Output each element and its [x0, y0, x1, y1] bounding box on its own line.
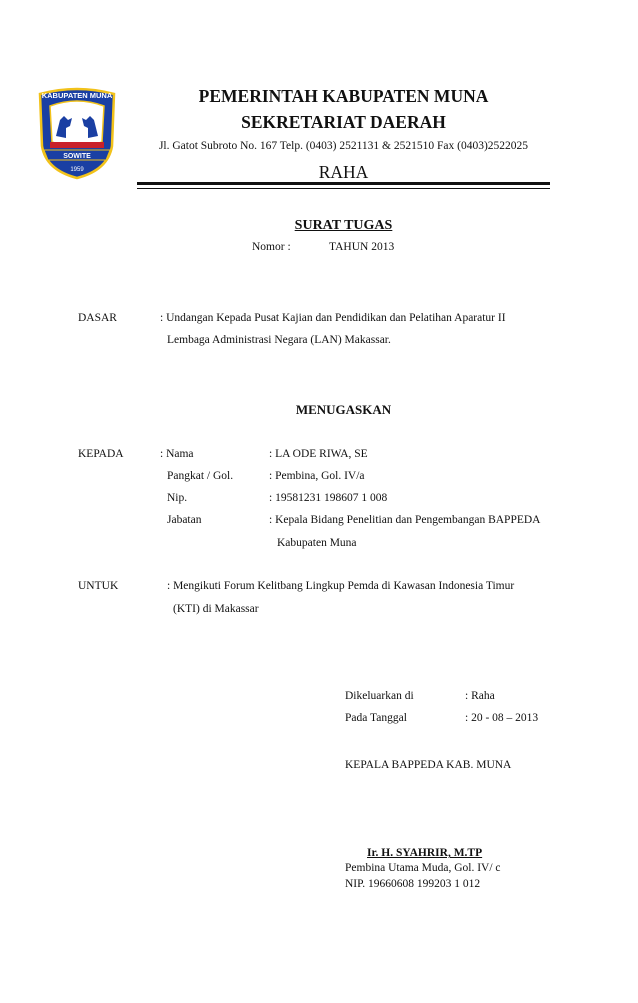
untuk-label: UNTUK	[78, 580, 119, 592]
signatory-name: Ir. H. SYAHRIR, M.TP	[367, 847, 483, 859]
kepada-nama-value: : LA ODE RIWA, SE	[269, 448, 368, 460]
issued-place-label: Dikeluarkan di	[345, 690, 414, 702]
kepada-jabatan-cont: Kabupaten Muna	[277, 537, 357, 549]
issued-date-value: : 20 - 08 – 2013	[465, 712, 539, 724]
issued-date-label: Pada Tanggal	[345, 712, 407, 724]
dasar-text-line2: Lembaga Administrasi Negara (LAN) Makassar.	[167, 334, 391, 346]
kepada-nip-value: : 19581231 198607 1 008	[269, 492, 388, 504]
document-title: SURAT TUGAS	[294, 218, 393, 233]
dasar-text-line1: : Undangan Kepada Pusat Kajian dan Pendidikan dan Pelatihan Aparatur II	[160, 312, 506, 324]
letterhead-address: Jl. Gatot Subroto No. 167 Telp. (0403) 2521131 & 2521510 Fax (0403)2522025	[158, 140, 529, 152]
letterhead-rule-thin	[137, 188, 550, 189]
kepada-pangkat-value: : Pembina, Gol. IV/a	[269, 470, 365, 482]
kepada-pangkat-label: Pangkat / Gol.	[167, 470, 234, 482]
kepada-nip-label: Nip.	[167, 492, 188, 504]
letterhead-rule-thick	[137, 182, 550, 185]
kepada-label: KEPADA	[78, 448, 124, 460]
emblem-year-text: 1959	[70, 167, 84, 173]
kepada-nama-label: : Nama	[160, 448, 194, 460]
kabupaten-muna-emblem	[36, 86, 118, 180]
letterhead-secretariat: SEKRETARIAT DAERAH	[241, 112, 446, 132]
emblem-red-band	[50, 142, 104, 148]
emblem-inner-arch	[50, 101, 104, 147]
signatory-rank: Pembina Utama Muda, Gol. IV/ c	[345, 862, 501, 874]
emblem-top-text: KABUPATEN MUNA	[41, 91, 113, 100]
signatory-nip: NIP. 19660608 199203 1 012	[345, 878, 481, 890]
nomor-value: TAHUN 2013	[329, 241, 395, 253]
letterhead-city: RAHA	[318, 162, 369, 182]
dasar-label: DASAR	[78, 312, 117, 324]
emblem-banner-text: SOWITE	[63, 153, 91, 160]
issued-place-value: : Raha	[465, 690, 495, 702]
untuk-text-line1: : Mengikuti Forum Kelitbang Lingkup Pemda di Kawasan Indonesia Timur	[167, 580, 515, 592]
untuk-text-line2: (KTI) di Makassar	[173, 603, 259, 615]
menugaskan-heading: MENUGASKAN	[295, 402, 392, 417]
signatory-office: KEPALA BAPPEDA KAB. MUNA	[345, 759, 512, 771]
kepada-jabatan-value: : Kepala Bidang Penelitian dan Pengembangan BAPPEDA	[269, 514, 541, 526]
nomor-label: Nomor :	[252, 241, 291, 253]
letterhead-government: PEMERINTAH KABUPATEN MUNA	[198, 86, 489, 106]
kepada-jabatan-label: Jabatan	[167, 514, 202, 526]
